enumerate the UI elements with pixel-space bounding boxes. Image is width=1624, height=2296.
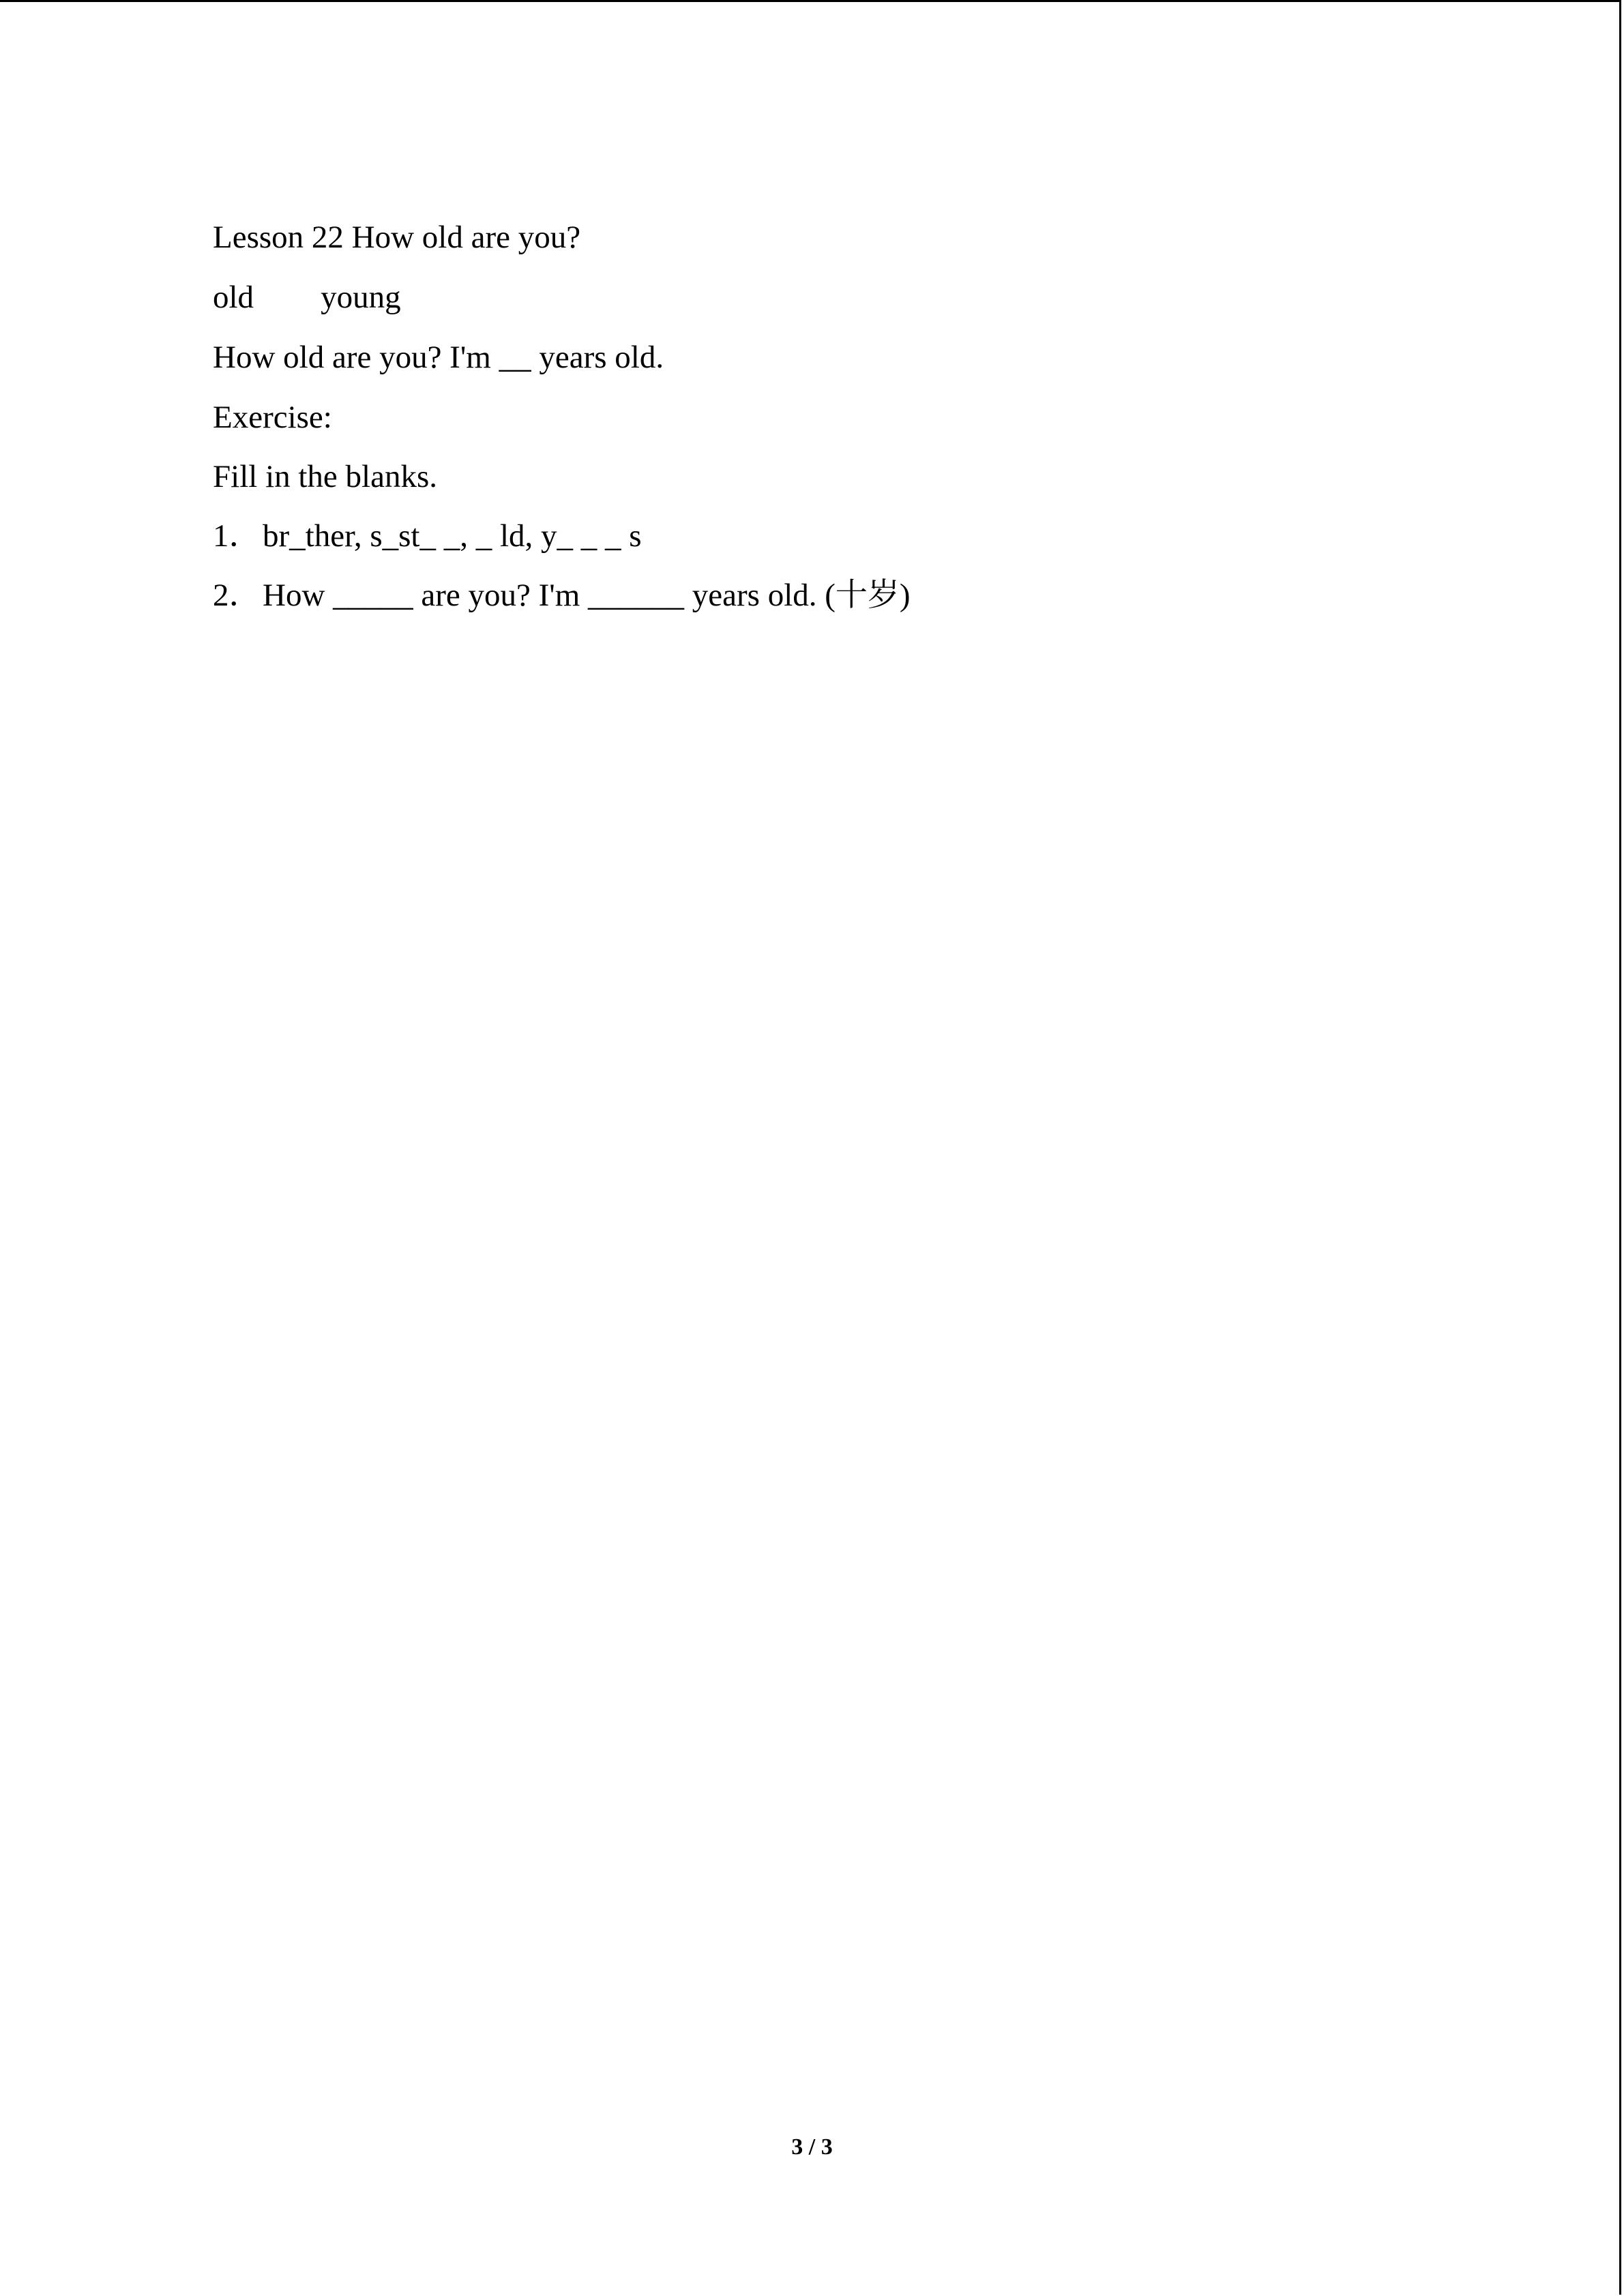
vocab-word-young: young (321, 280, 401, 315)
page-number: 3 / 3 (791, 2134, 833, 2160)
vocab-word-old: old (213, 280, 254, 315)
exercise-item-2 (213, 575, 911, 616)
example-sentence: How old are you? I'm __ years old. (213, 340, 664, 375)
exercise-heading: Exercise: (213, 400, 332, 435)
item-number: 1． (213, 518, 261, 554)
lesson-title: Lesson 22 How old are you? (213, 220, 581, 255)
item-text: How _____ are you? I'm ______ years old. (十岁) (263, 578, 911, 613)
item-text: br_ther, s_st_ _, _ ld, y_ _ _ s (263, 518, 642, 554)
exercise-item-1 (213, 516, 642, 556)
item-number: 2． (213, 578, 261, 613)
exercise-instruction: Fill in the blanks. (213, 459, 437, 494)
vocab-line (213, 277, 401, 318)
